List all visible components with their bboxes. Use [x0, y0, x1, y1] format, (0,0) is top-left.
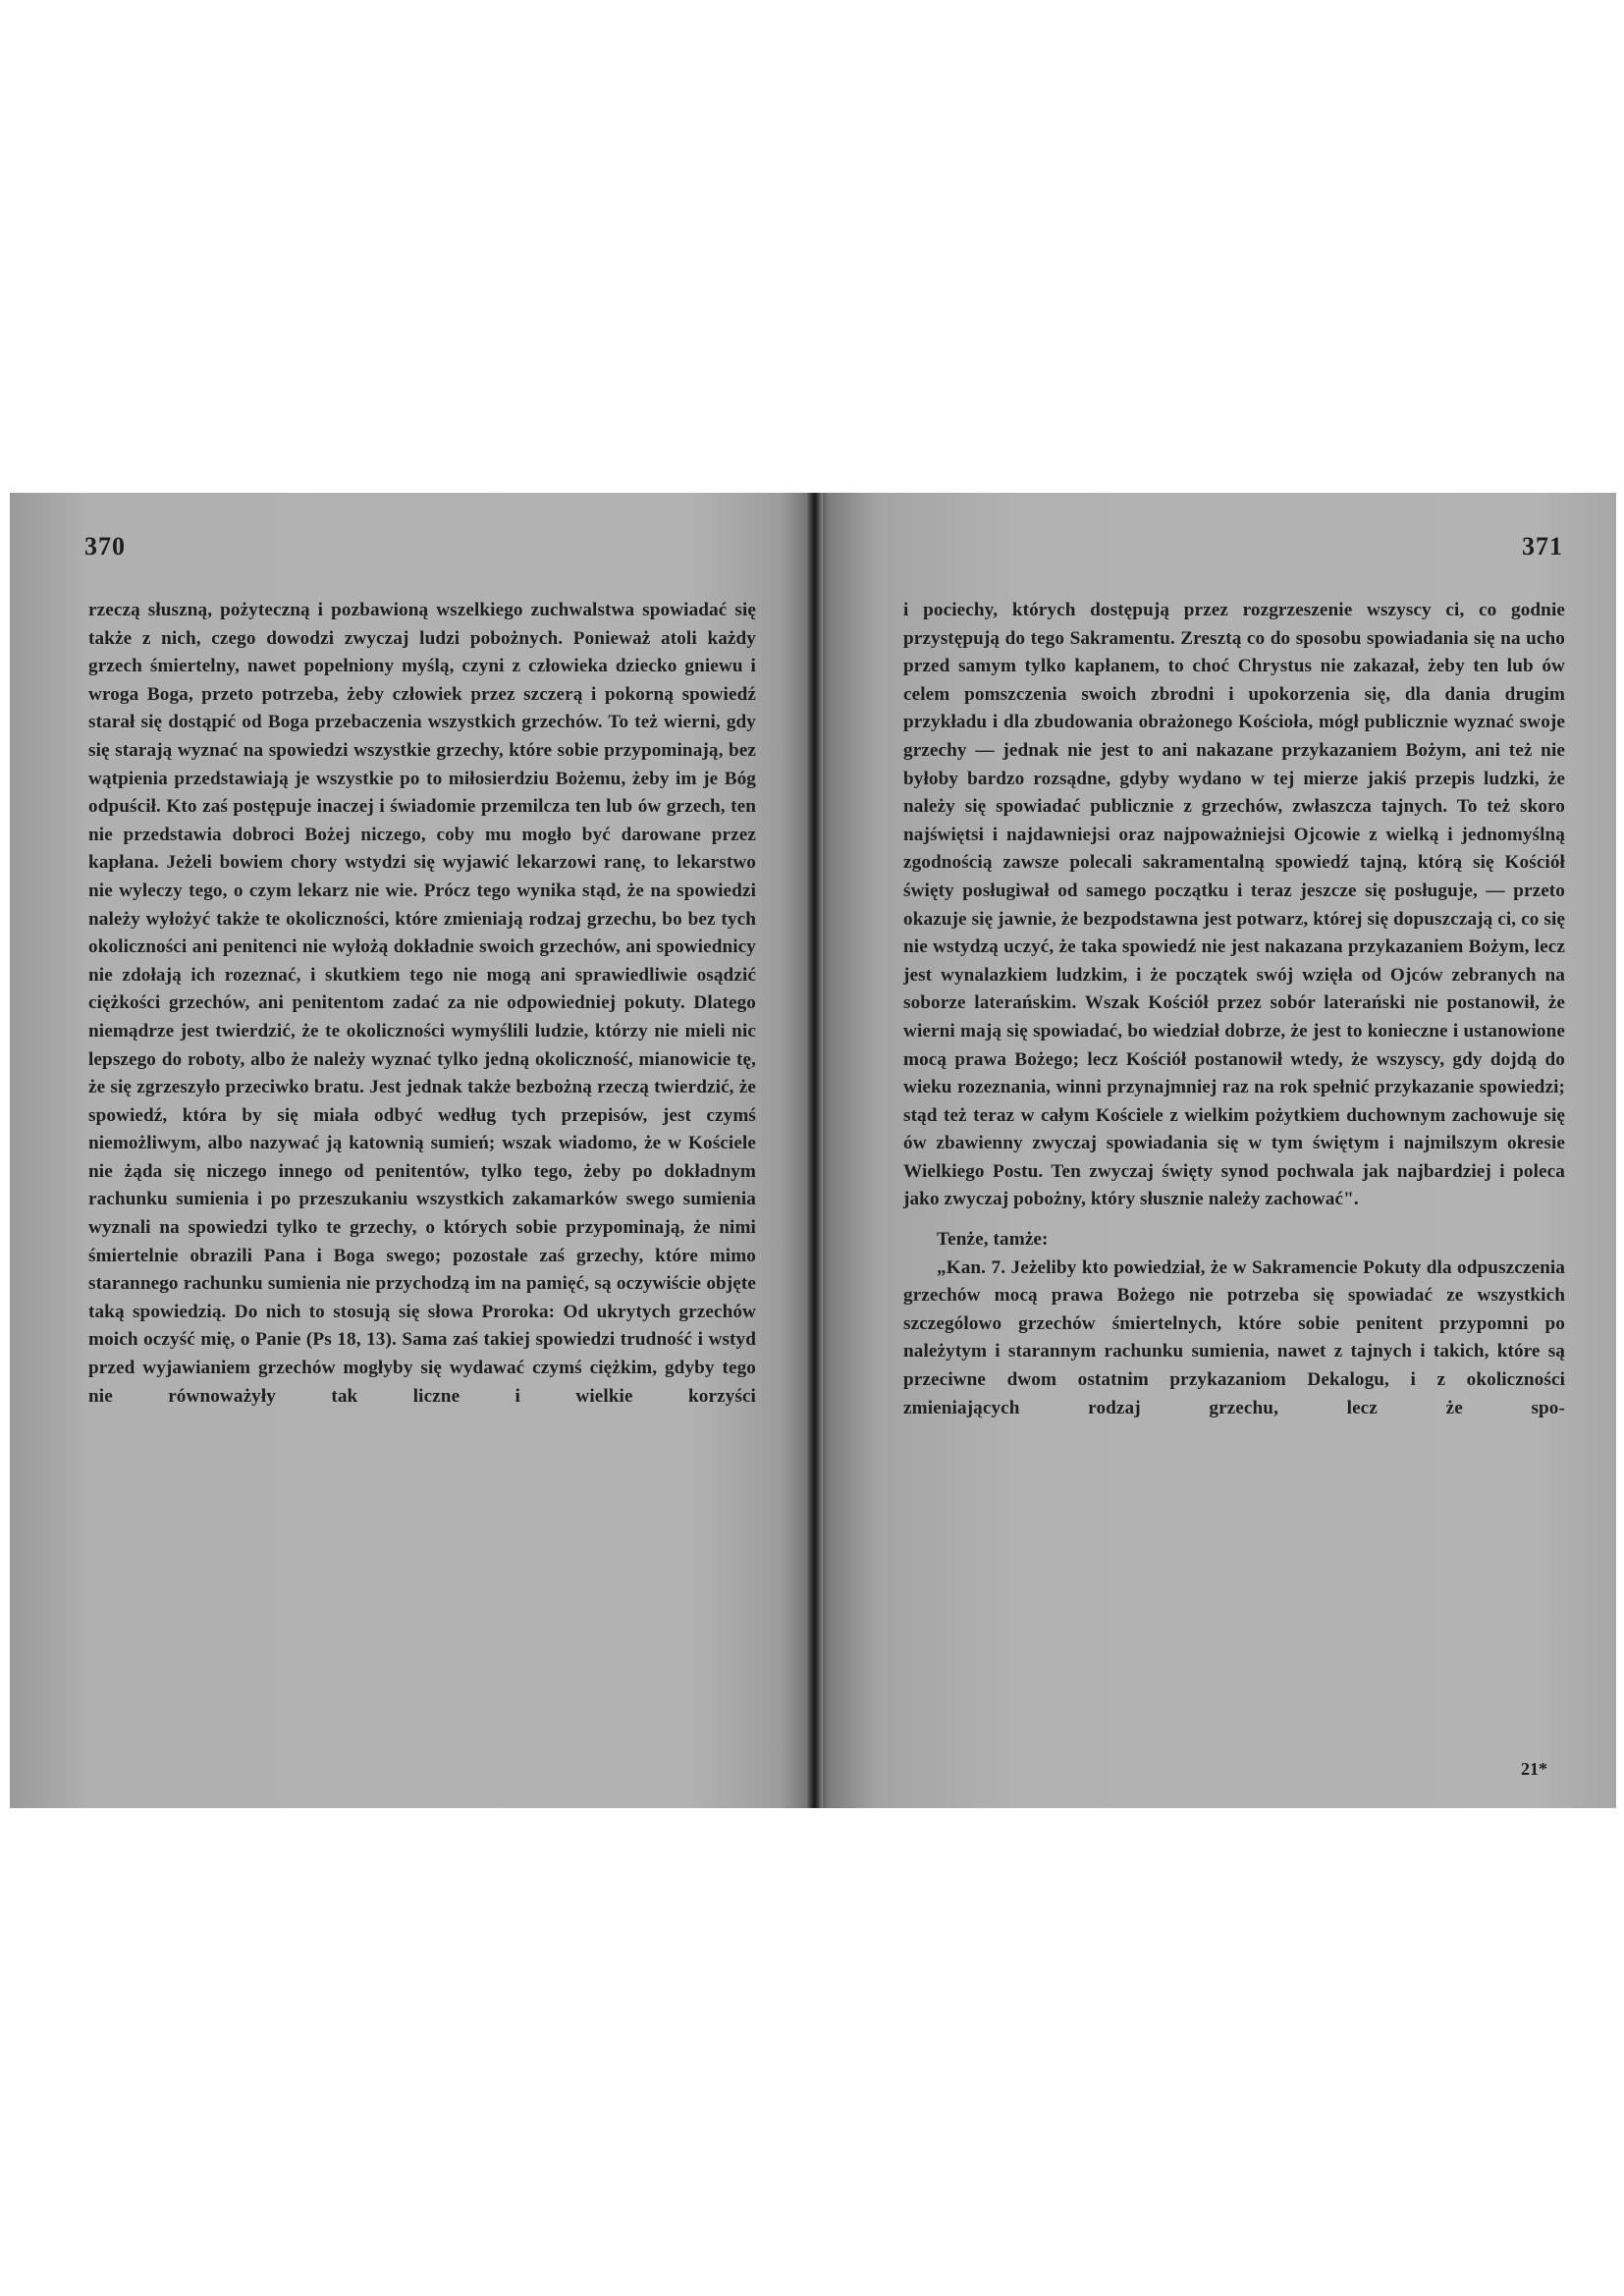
signature-mark: 21* [1521, 1759, 1547, 1779]
book-gutter [807, 493, 823, 1808]
page-number-left: 370 [84, 532, 126, 561]
right-page [813, 493, 1616, 1808]
left-paragraph-1: rzeczą słuszną, pożyteczną i pozbawioną wszelkiego zuchwalstwa spowiadać się także z nich, czego dowodzi zwyczaj ludzi pobożnych. Ponieważ atoli każdy grzech śmiertelny, nawet popełniony myślą, czyni z człowieka dziecko gniewu i wroga Boga, przeto potrzeba, żeby człowiek przez szczerą i pokorną spowiedź starał się dostąpić od Boga przebaczenia wszystkich grzechów. To też wierni, gdy się starają wyznać na spowiedzi wszystkie grzechy, które sobie przypominają, bez wątpienia przedstawiają je wszystkie po to miłosierdziu Bożemu, żeby im je Bóg odpuścił. Kto zaś postępuje inaczej i świadomie przemilcza ten lub ów grzech, ten nie przedstawia dobroci Bożej niczego, coby mu mogło być darowane przez kapłana. Jeżeli bowiem chory wstydzi się wyjawić lekarzowi ranę, to lekarstwo nie wyleczy tego, o czym lekarz nie wie. Prócz tego wynika stąd, że na spowiedzi należy wyłożyć także te okoliczności, które zmieniają rodzaj grzechu, bo bez tych okoliczności ani penitenci nie wyłożą dokładnie swoich grzechów, ani spowiednicy nie zdołają ich rozeznać, i skutkiem tego nie mogą ani sprawiedliwie osądzić ciężkości grzechów, ani penitentom zadać za nie odpowiedniej pokuty. Dlatego niemądrze jest twierdzić, że te okoliczności wymyślili ludzie, którzy nie mieli nic lepszego do roboty, albo że należy wyznać tylko jedną okoliczność, mianowicie tę, że się zgrzeszyło przeciwko bratu. Jest jednak także bezbożną rzeczą twierdzić, że spowiedź, która by się miała odbyć według tych przepisów, jest czymś niemożliwym, albo nazywać ją katownią sumień; wszak wiadomo, że w Kościele nie żąda się niczego innego od penitentów, tylko tego, żeby po dokładnym rachunku sumienia i po przeszukaniu wszystkich zakamarków swego sumienia wyznali na spowiedzi tylko te grzechy, o których sobie przypominają, że nimi śmiertelnie obrazili Pana i Boga swego; pozostałe zaś grzechy, które mimo starannego rachunku sumienia nie przychodzą im na pamięć, są oczywiście objęte taką spowiedzią. Do nich to stosują się słowa Proroka: Od ukrytych grzechów moich oczyść mię, o Panie (Ps 18, 13). Sama zaś takiej spowiedzi trudność i wstyd przed wyjawianiem grzechów mogłyby się wydawać czymś ciężkim, gdyby tego nie równoważyły tak liczne i wielkie korzyści [88, 600, 756, 1407]
right-page-text [903, 597, 1565, 1422]
page-number-right: 371 [1522, 532, 1563, 561]
right-paragraph-canon: „Kan. 7. Jeżeliby kto powiedział, że w Sakramencie Pokuty dla odpuszczenia grzechów mocą prawa Bożego nie potrzeba się spowiadać ze wszystkich szczególowo grzechów śmiertelnych, które sobie penitent przypomni po należytym i starannym rachunku sumienia, nawet z tajnych i takich, które są przeciwne dwom ostatnim przykazaniom Dekalogu, i z okoliczności zmieniających rodzaj grzechu, lecz że spo- [903, 1256, 1565, 1418]
left-page [10, 493, 813, 1808]
right-paragraph-1: i pociechy, których dostępują przez rozgrzeszenie wszyscy ci, co godnie przystępują do tego Sakramentu. Zresztą co do sposobu spowiadania się na ucho przed samym tylko kapłanem, to choć Chrystus nie zakazał, żeby ten lub ów celem pomszczenia swoich zbrodni i upokorzenia się, dla dania drugim przykładu i dla zbudowania obrażonego Kościoła, mógł publicznie wyznać swoje grzechy — jednak nie jest to ani nakazane przykazaniem Bożym, ani też nie byłoby bardzo rozsądne, gdyby wydano w tej mierze jakiś przepis ludzki, że należy się spowiadać publicznie z grzechów, zwłaszcza tajnych. To też skoro najświętsi i najdawniejsi oraz najpoważniejsi Ojcowie z wielką i jednomyślną zgodnością zawsze polecali sakramentalną spowiedź tajną, którą się Kościół święty posługiwał od samego początku i teraz jeszcze się posługuje, — przeto okazuje się jawnie, że bezpodstawna jest potwarz, której się dopuszczają ci, co się nie wstydzą uczyć, że taka spowiedź nie jest nakazana przykazaniem Bożym, lecz jest wynalazkiem ludzkim, i że początek swój wzięła od Ojców zebranych na soborze laterańskim. Wszak Kościół przez sobór laterański nie postanowił, że wierni mają się spowiadać, bo wiedział dobrze, że jest to konieczne i ustanowione mocą prawa Bożego; lecz Kościół postanowił wtedy, że wszyscy, gdy dojdą do wieku rozeznania, winni przynajmniej raz na rok spełnić przykazanie spowiedzi; stąd też teraz w całym Kościele z wielkim pożytkiem duchownym zachowuje się ów zbawienny zwyczaj spowiadania się w tym świętym i najmilszym okresie Wielkiego Postu. Ten zwyczaj święty synod pochwala jak najbardziej i poleca jako zwyczaj pobożny, który słusznie należy zachować". [903, 600, 1565, 1210]
left-page-text [88, 597, 756, 1411]
right-paragraph-heading: Tenże, tamże: [937, 1229, 1049, 1251]
book-spread [10, 493, 1616, 1808]
